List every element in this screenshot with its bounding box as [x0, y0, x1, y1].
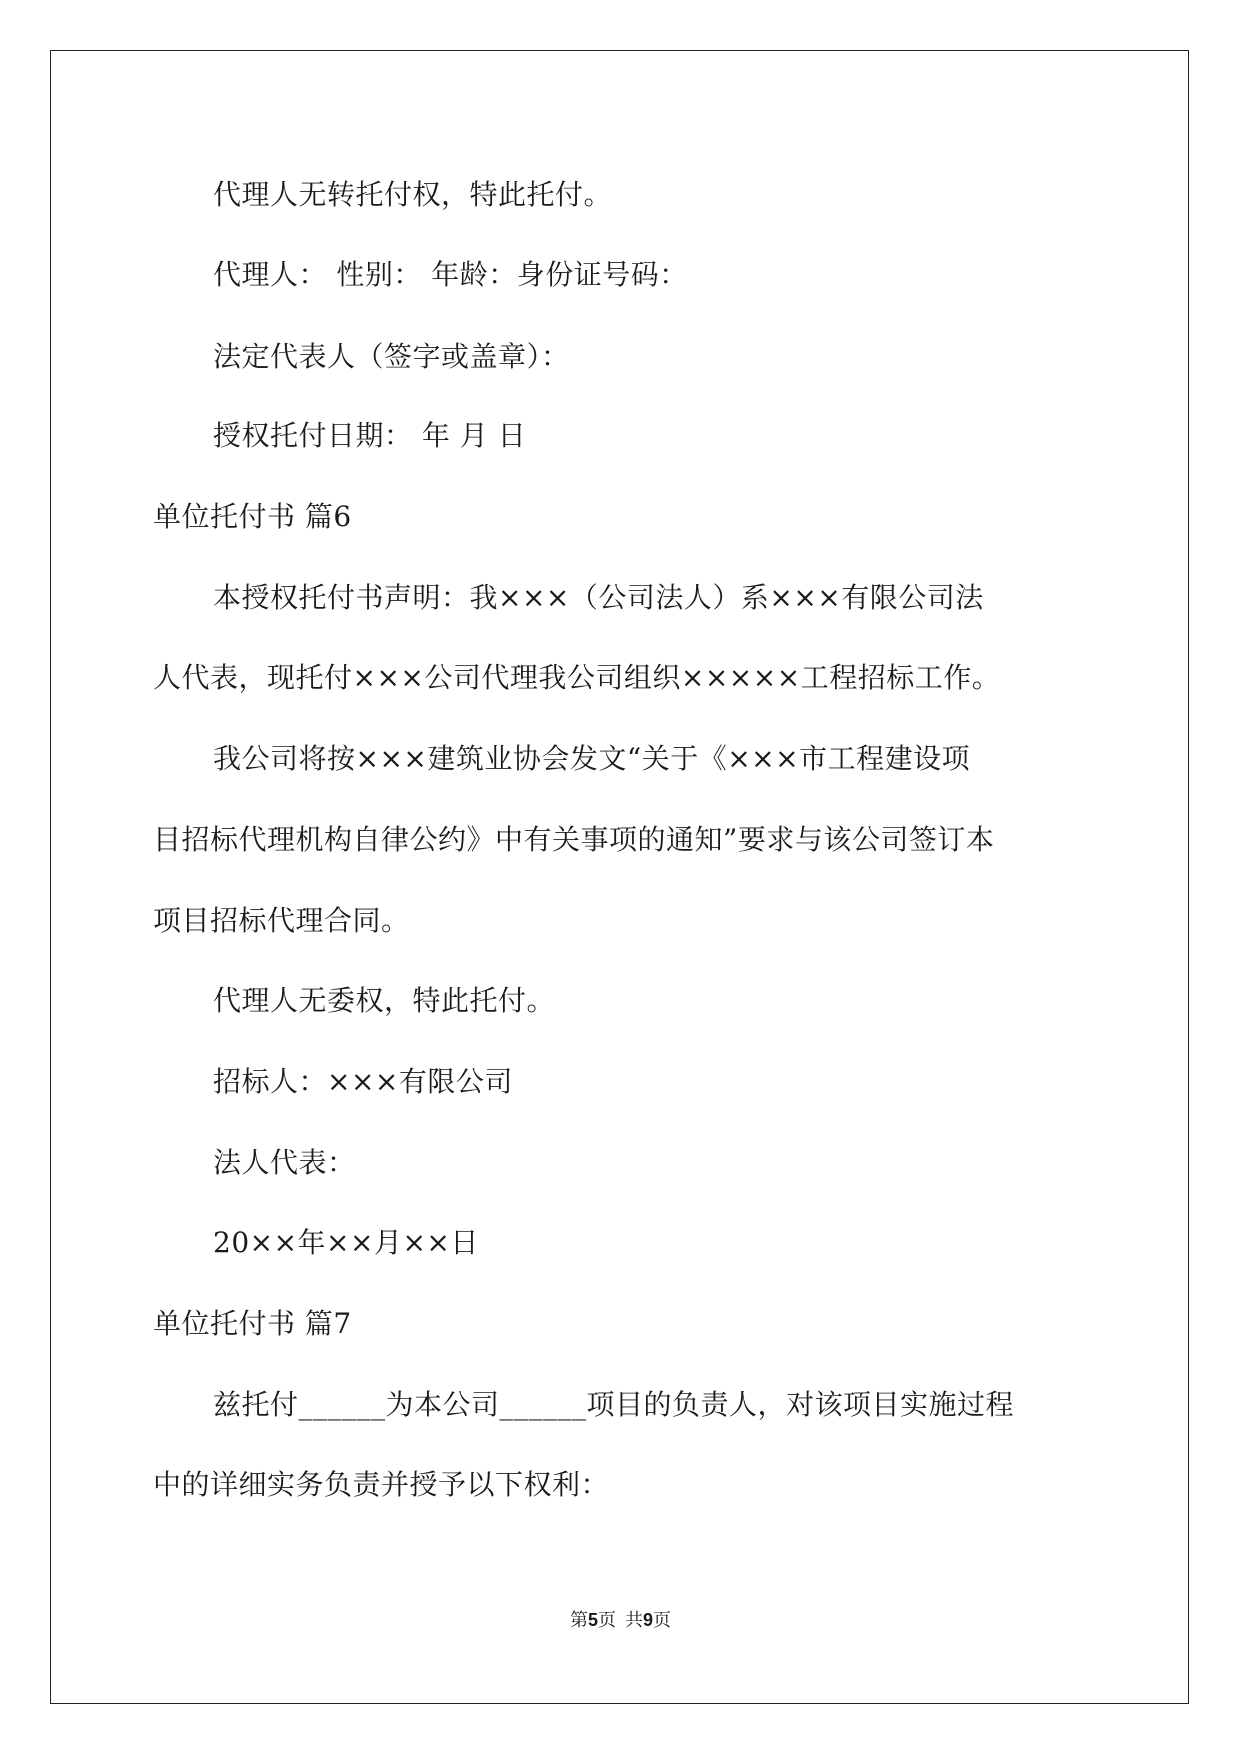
- text-line: 人代表，现托付×××公司代理我公司组织×××××工程招标工作。: [153, 661, 1001, 694]
- page-footer: [0, 1608, 1241, 1632]
- text-line: 项目招标代理合同。: [153, 904, 410, 937]
- text-line: 代理人： 性别： 年龄：身份证号码：: [213, 258, 688, 291]
- text-line: 招标人：×××有限公司: [213, 1065, 513, 1098]
- text-line: 目招标代理机构自律公约》中有关事项的通知”要求与该公司签订本: [153, 823, 995, 856]
- text-line: 我公司将按×××建筑业协会发文“关于《×××市工程建设项: [213, 742, 971, 775]
- text-line: 授权托付日期： 年 月 日: [213, 419, 527, 452]
- text-line: 本授权托付书声明：我×××（公司法人）系×××有限公司法: [213, 581, 984, 614]
- page-border: [50, 50, 1189, 1704]
- current-page-number: 5: [587, 1610, 598, 1630]
- footer-suffix: 页: [653, 1610, 672, 1630]
- text-line: 代理人无委权，特此托付。: [213, 984, 556, 1017]
- text-line: 20××年××月××日: [213, 1226, 479, 1259]
- text-line: 代理人无转托付权，特此托付。: [213, 178, 613, 211]
- text-line: 兹托付______为本公司______项目的负责人，对该项目实施过程: [213, 1388, 1015, 1421]
- total-page-number: 9: [643, 1610, 654, 1630]
- text-line: 法定代表人（签字或盖章）：: [213, 340, 570, 373]
- section-heading: 单位托付书 篇6: [153, 500, 352, 533]
- footer-prefix: 第: [569, 1610, 588, 1630]
- text-line: 中的详细实务负责并授予以下权利：: [153, 1468, 610, 1501]
- text-line: 法人代表：: [213, 1146, 356, 1179]
- section-heading: 单位托付书 篇7: [153, 1307, 352, 1340]
- footer-middle: 页 共: [598, 1610, 643, 1630]
